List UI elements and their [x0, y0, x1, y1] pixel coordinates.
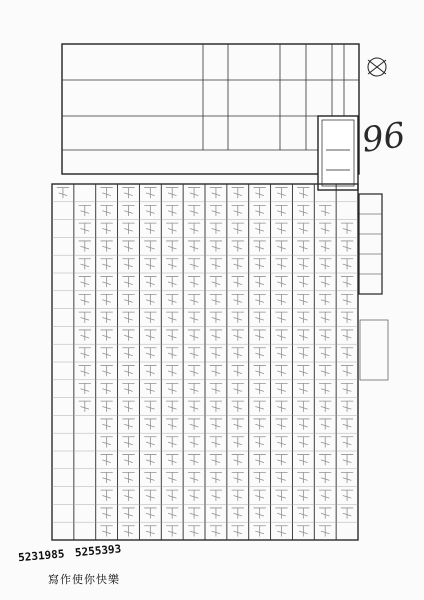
handwritten-character-glyph	[166, 419, 178, 430]
handwritten-character-glyph	[101, 241, 113, 252]
handwritten-character-glyph	[297, 401, 309, 412]
handwritten-character-glyph	[79, 259, 91, 270]
handwritten-character-glyph	[101, 383, 113, 394]
handwritten-character-glyph	[188, 490, 200, 501]
handwritten-character-glyph	[166, 277, 178, 288]
handwritten-character-glyph	[254, 241, 266, 252]
handwritten-character-glyph	[254, 526, 266, 537]
handwritten-character-glyph	[101, 366, 113, 377]
phone-number-1: 5231985	[17, 547, 65, 565]
handwritten-character-glyph	[122, 188, 134, 199]
handwritten-character-glyph	[297, 490, 309, 501]
writing-grid	[52, 184, 358, 540]
handwritten-character-glyph	[144, 401, 156, 412]
handwritten-character-glyph	[341, 312, 353, 323]
handwritten-character-glyph	[319, 526, 331, 537]
handwritten-character-glyph	[297, 383, 309, 394]
handwritten-character-glyph	[101, 277, 113, 288]
handwritten-character-glyph	[166, 437, 178, 448]
handwritten-character-glyph	[144, 188, 156, 199]
handwritten-character-glyph	[275, 223, 287, 234]
handwritten-character-glyph	[101, 455, 113, 466]
handwritten-character-glyph	[210, 383, 222, 394]
handwritten-character-glyph	[166, 455, 178, 466]
handwritten-character-glyph	[188, 205, 200, 216]
handwritten-character-glyph	[275, 259, 287, 270]
footer-slogan: 寫作使你快樂	[48, 573, 120, 586]
handwritten-character-glyph	[232, 419, 244, 430]
handwritten-character-glyph	[188, 508, 200, 519]
handwritten-character-glyph	[254, 348, 266, 359]
handwritten-character-glyph	[275, 294, 287, 305]
handwritten-character-glyph	[122, 348, 134, 359]
handwritten-character-glyph	[210, 188, 222, 199]
handwritten-character-glyph	[297, 437, 309, 448]
handwritten-character-glyph	[297, 188, 309, 199]
handwritten-character-glyph	[297, 508, 309, 519]
handwritten-character-glyph	[101, 188, 113, 199]
handwritten-character-glyph	[144, 526, 156, 537]
handwritten-character-glyph	[166, 205, 178, 216]
handwritten-character-glyph	[210, 223, 222, 234]
handwritten-character-glyph	[232, 508, 244, 519]
handwritten-character-glyph	[254, 259, 266, 270]
handwritten-character-glyph	[144, 277, 156, 288]
handwritten-character-glyph	[254, 205, 266, 216]
handwritten-character-glyph	[297, 312, 309, 323]
handwritten-character-glyph	[101, 472, 113, 483]
handwritten-character-glyph	[210, 277, 222, 288]
handwritten-character-glyph	[166, 294, 178, 305]
handwritten-character-glyph	[275, 508, 287, 519]
handwritten-character-glyph	[188, 437, 200, 448]
handwritten-character-glyph	[254, 455, 266, 466]
handwritten-character-glyph	[210, 366, 222, 377]
handwritten-character-glyph	[341, 294, 353, 305]
handwritten-character-glyph	[188, 330, 200, 341]
phone-number-2: 5255393	[74, 542, 122, 560]
handwritten-character-glyph	[210, 348, 222, 359]
handwritten-character-glyph	[319, 241, 331, 252]
handwritten-character-glyph	[275, 241, 287, 252]
handwritten-character-glyph	[57, 188, 69, 199]
handwritten-character-glyph	[166, 348, 178, 359]
handwritten-character-glyph	[319, 366, 331, 377]
handwritten-character-glyph	[232, 472, 244, 483]
handwritten-character-glyph	[144, 312, 156, 323]
handwritten-character-glyph	[210, 330, 222, 341]
handwritten-character-glyph	[101, 205, 113, 216]
handwritten-character-glyph	[232, 348, 244, 359]
handwritten-character-glyph	[101, 419, 113, 430]
handwritten-character-glyph	[254, 419, 266, 430]
handwritten-character-glyph	[275, 472, 287, 483]
handwritten-character-glyph	[319, 419, 331, 430]
handwritten-character-glyph	[254, 312, 266, 323]
handwritten-character-glyph	[122, 419, 134, 430]
handwritten-character-glyph	[232, 259, 244, 270]
handwritten-character-glyph	[297, 294, 309, 305]
handwritten-character-glyph	[188, 419, 200, 430]
handwritten-character-glyph	[122, 383, 134, 394]
handwritten-character-glyph	[122, 526, 134, 537]
handwritten-character-glyph	[297, 259, 309, 270]
handwritten-character-glyph	[319, 490, 331, 501]
handwritten-character-glyph	[319, 472, 331, 483]
handwritten-character-glyph	[275, 455, 287, 466]
handwritten-character-glyph	[79, 401, 91, 412]
handwritten-character-glyph	[275, 277, 287, 288]
handwritten-character-glyph	[297, 205, 309, 216]
handwritten-character-glyph	[101, 348, 113, 359]
handwritten-character-glyph	[275, 526, 287, 537]
handwritten-character-glyph	[101, 223, 113, 234]
handwritten-character-glyph	[275, 419, 287, 430]
handwritten-character-glyph	[297, 455, 309, 466]
handwritten-character-glyph	[101, 259, 113, 270]
handwritten-character-glyph	[319, 294, 331, 305]
handwritten-character-glyph	[122, 366, 134, 377]
handwritten-character-glyph	[232, 205, 244, 216]
handwritten-character-glyph	[166, 366, 178, 377]
handwritten-character-glyph	[101, 330, 113, 341]
handwritten-character-glyph	[297, 366, 309, 377]
handwritten-character-glyph	[166, 526, 178, 537]
handwritten-character-glyph	[275, 383, 287, 394]
handwritten-character-glyph	[79, 241, 91, 252]
handwritten-character-glyph	[254, 277, 266, 288]
handwritten-character-glyph	[319, 330, 331, 341]
handwritten-character-glyph	[122, 437, 134, 448]
handwritten-character-glyph	[341, 241, 353, 252]
handwritten-character-glyph	[341, 419, 353, 430]
handwritten-character-glyph	[101, 437, 113, 448]
handwritten-character-glyph	[122, 205, 134, 216]
handwritten-character-glyph	[297, 472, 309, 483]
handwritten-character-glyph	[232, 526, 244, 537]
handwritten-character-glyph	[144, 383, 156, 394]
handwritten-character-glyph	[188, 259, 200, 270]
handwritten-character-glyph	[188, 366, 200, 377]
handwritten-character-glyph	[254, 330, 266, 341]
handwritten-character-glyph	[319, 223, 331, 234]
handwritten-character-glyph	[275, 366, 287, 377]
handwritten-character-glyph	[122, 312, 134, 323]
handwritten-character-glyph	[166, 383, 178, 394]
handwritten-character-glyph	[79, 312, 91, 323]
handwritten-character-glyph	[188, 312, 200, 323]
handwritten-character-glyph	[319, 383, 331, 394]
handwritten-character-glyph	[232, 312, 244, 323]
handwritten-character-glyph	[341, 455, 353, 466]
handwritten-character-glyph	[122, 223, 134, 234]
handwritten-character-glyph	[188, 526, 200, 537]
handwritten-character-glyph	[297, 223, 309, 234]
handwritten-character-glyph	[79, 294, 91, 305]
handwritten-character-glyph	[254, 508, 266, 519]
handwritten-character-glyph	[101, 508, 113, 519]
handwritten-character-glyph	[122, 294, 134, 305]
handwritten-character-glyph	[275, 401, 287, 412]
handwritten-character-glyph	[319, 277, 331, 288]
handwritten-character-glyph	[341, 401, 353, 412]
handwritten-character-glyph	[319, 205, 331, 216]
handwritten-character-glyph	[188, 472, 200, 483]
handwritten-character-glyph	[79, 348, 91, 359]
handwritten-character-glyph	[79, 383, 91, 394]
handwritten-character-glyph	[144, 241, 156, 252]
handwritten-character-glyph	[232, 366, 244, 377]
handwritten-character-glyph	[144, 223, 156, 234]
handwritten-character-glyph	[341, 348, 353, 359]
handwritten-character-glyph	[297, 419, 309, 430]
handwritten-character-glyph	[144, 205, 156, 216]
handwritten-character-glyph	[101, 294, 113, 305]
handwritten-character-glyph	[232, 383, 244, 394]
handwritten-character-glyph	[188, 348, 200, 359]
handwritten-character-glyph	[144, 348, 156, 359]
handwritten-character-glyph	[79, 205, 91, 216]
handwritten-character-glyph	[319, 508, 331, 519]
handwritten-character-glyph	[319, 455, 331, 466]
handwritten-character-glyph	[341, 490, 353, 501]
handwritten-character-glyph	[210, 241, 222, 252]
handwritten-character-glyph	[144, 508, 156, 519]
handwritten-character-glyph	[297, 526, 309, 537]
handwritten-character-glyph	[188, 223, 200, 234]
handwritten-character-glyph	[232, 455, 244, 466]
handwritten-character-glyph	[122, 472, 134, 483]
handwritten-character-glyph	[144, 294, 156, 305]
handwritten-character-glyph	[232, 223, 244, 234]
handwritten-character-glyph	[144, 490, 156, 501]
handwritten-character-glyph	[166, 472, 178, 483]
handwritten-character-glyph	[319, 348, 331, 359]
handwritten-character-glyph	[341, 383, 353, 394]
handwritten-character-glyph	[210, 526, 222, 537]
handwritten-character-glyph	[122, 490, 134, 501]
handwritten-character-glyph	[122, 259, 134, 270]
handwritten-character-glyph	[144, 259, 156, 270]
handwritten-character-glyph	[254, 490, 266, 501]
handwritten-character-glyph	[275, 490, 287, 501]
handwritten-character-glyph	[210, 455, 222, 466]
handwritten-character-glyph	[210, 401, 222, 412]
review-stamp-box	[62, 44, 359, 174]
handwritten-character-glyph	[188, 383, 200, 394]
handwritten-character-glyph	[254, 366, 266, 377]
handwritten-character-glyph	[144, 419, 156, 430]
handwritten-character-glyph	[232, 330, 244, 341]
handwritten-character-glyph	[297, 241, 309, 252]
handwritten-character-glyph	[319, 437, 331, 448]
side-panel	[359, 194, 388, 380]
handwritten-character-glyph	[144, 330, 156, 341]
handwritten-character-glyph	[166, 188, 178, 199]
handwritten-character-glyph	[232, 188, 244, 199]
handwritten-character-glyph	[188, 241, 200, 252]
handwritten-character-glyph	[101, 312, 113, 323]
handwritten-character-glyph	[232, 277, 244, 288]
handwritten-character-glyph	[210, 419, 222, 430]
handwritten-character-glyph	[166, 508, 178, 519]
handwritten-character-glyph	[254, 437, 266, 448]
handwritten-character-glyph	[101, 490, 113, 501]
handwritten-character-glyph	[166, 490, 178, 501]
handwritten-character-glyph	[122, 401, 134, 412]
handwritten-character-glyph	[122, 455, 134, 466]
handwritten-character-glyph	[122, 330, 134, 341]
top-right-stamp	[368, 58, 386, 76]
handwritten-character-glyph	[210, 312, 222, 323]
handwritten-character-glyph	[166, 241, 178, 252]
handwritten-character-glyph	[210, 490, 222, 501]
handwritten-character-glyph	[210, 205, 222, 216]
handwritten-character-glyph	[79, 330, 91, 341]
handwritten-character-glyph	[341, 259, 353, 270]
handwritten-character-glyph	[166, 401, 178, 412]
handwritten-character-glyph	[79, 366, 91, 377]
handwritten-character-glyph	[341, 330, 353, 341]
handwritten-character-glyph	[232, 490, 244, 501]
handwritten-character-glyph	[79, 277, 91, 288]
handwritten-character-glyph	[341, 366, 353, 377]
handwritten-character-glyph	[79, 223, 91, 234]
handwritten-character-glyph	[341, 223, 353, 234]
handwritten-character-glyph	[319, 401, 331, 412]
handwritten-character-glyph	[210, 259, 222, 270]
handwritten-character-glyph	[101, 526, 113, 537]
handwritten-character-glyph	[122, 508, 134, 519]
handwritten-character-glyph	[254, 472, 266, 483]
handwritten-character-glyph	[275, 437, 287, 448]
handwritten-character-glyph	[341, 277, 353, 288]
handwritten-character-glyph	[275, 205, 287, 216]
handwritten-character-glyph	[122, 241, 134, 252]
handwritten-character-glyph	[275, 348, 287, 359]
handwritten-character-glyph	[101, 401, 113, 412]
handwritten-character-glyph	[188, 277, 200, 288]
handwritten-character-glyph	[144, 455, 156, 466]
handwritten-character-glyph	[319, 312, 331, 323]
handwritten-character-glyph	[254, 294, 266, 305]
handwritten-character-glyph	[275, 330, 287, 341]
handwritten-character-glyph	[275, 312, 287, 323]
grade-mark: 96	[359, 115, 408, 161]
handwritten-character-glyph	[188, 455, 200, 466]
handwritten-character-glyph	[319, 259, 331, 270]
handwritten-character-glyph	[166, 330, 178, 341]
handwritten-character-glyph	[210, 294, 222, 305]
handwritten-character-glyph	[254, 401, 266, 412]
handwritten-character-glyph	[254, 223, 266, 234]
handwritten-character-glyph	[144, 437, 156, 448]
handwritten-character-glyph	[254, 383, 266, 394]
handwritten-character-glyph	[297, 330, 309, 341]
handwritten-character-glyph	[210, 472, 222, 483]
handwritten-character-glyph	[144, 472, 156, 483]
handwritten-character-glyph	[232, 437, 244, 448]
handwritten-character-glyph	[254, 188, 266, 199]
handwritten-character-glyph	[275, 188, 287, 199]
handwritten-character-glyph	[144, 366, 156, 377]
handwritten-character-glyph	[341, 472, 353, 483]
handwritten-character-glyph	[210, 508, 222, 519]
handwritten-character-glyph	[232, 241, 244, 252]
handwritten-character-glyph	[232, 401, 244, 412]
handwritten-character-glyph	[232, 294, 244, 305]
handwritten-character-glyph	[341, 508, 353, 519]
handwritten-character-glyph	[210, 437, 222, 448]
handwritten-character-glyph	[166, 312, 178, 323]
handwritten-character-glyph	[188, 401, 200, 412]
excellent-stamp	[318, 116, 358, 190]
handwritten-character-glyph	[297, 348, 309, 359]
handwritten-character-glyph	[166, 223, 178, 234]
handwritten-character-glyph	[122, 277, 134, 288]
handwritten-character-glyph	[166, 259, 178, 270]
handwritten-character-glyph	[188, 188, 200, 199]
handwritten-character-glyph	[188, 294, 200, 305]
handwritten-character-glyph	[297, 277, 309, 288]
handwritten-character-glyph	[341, 437, 353, 448]
